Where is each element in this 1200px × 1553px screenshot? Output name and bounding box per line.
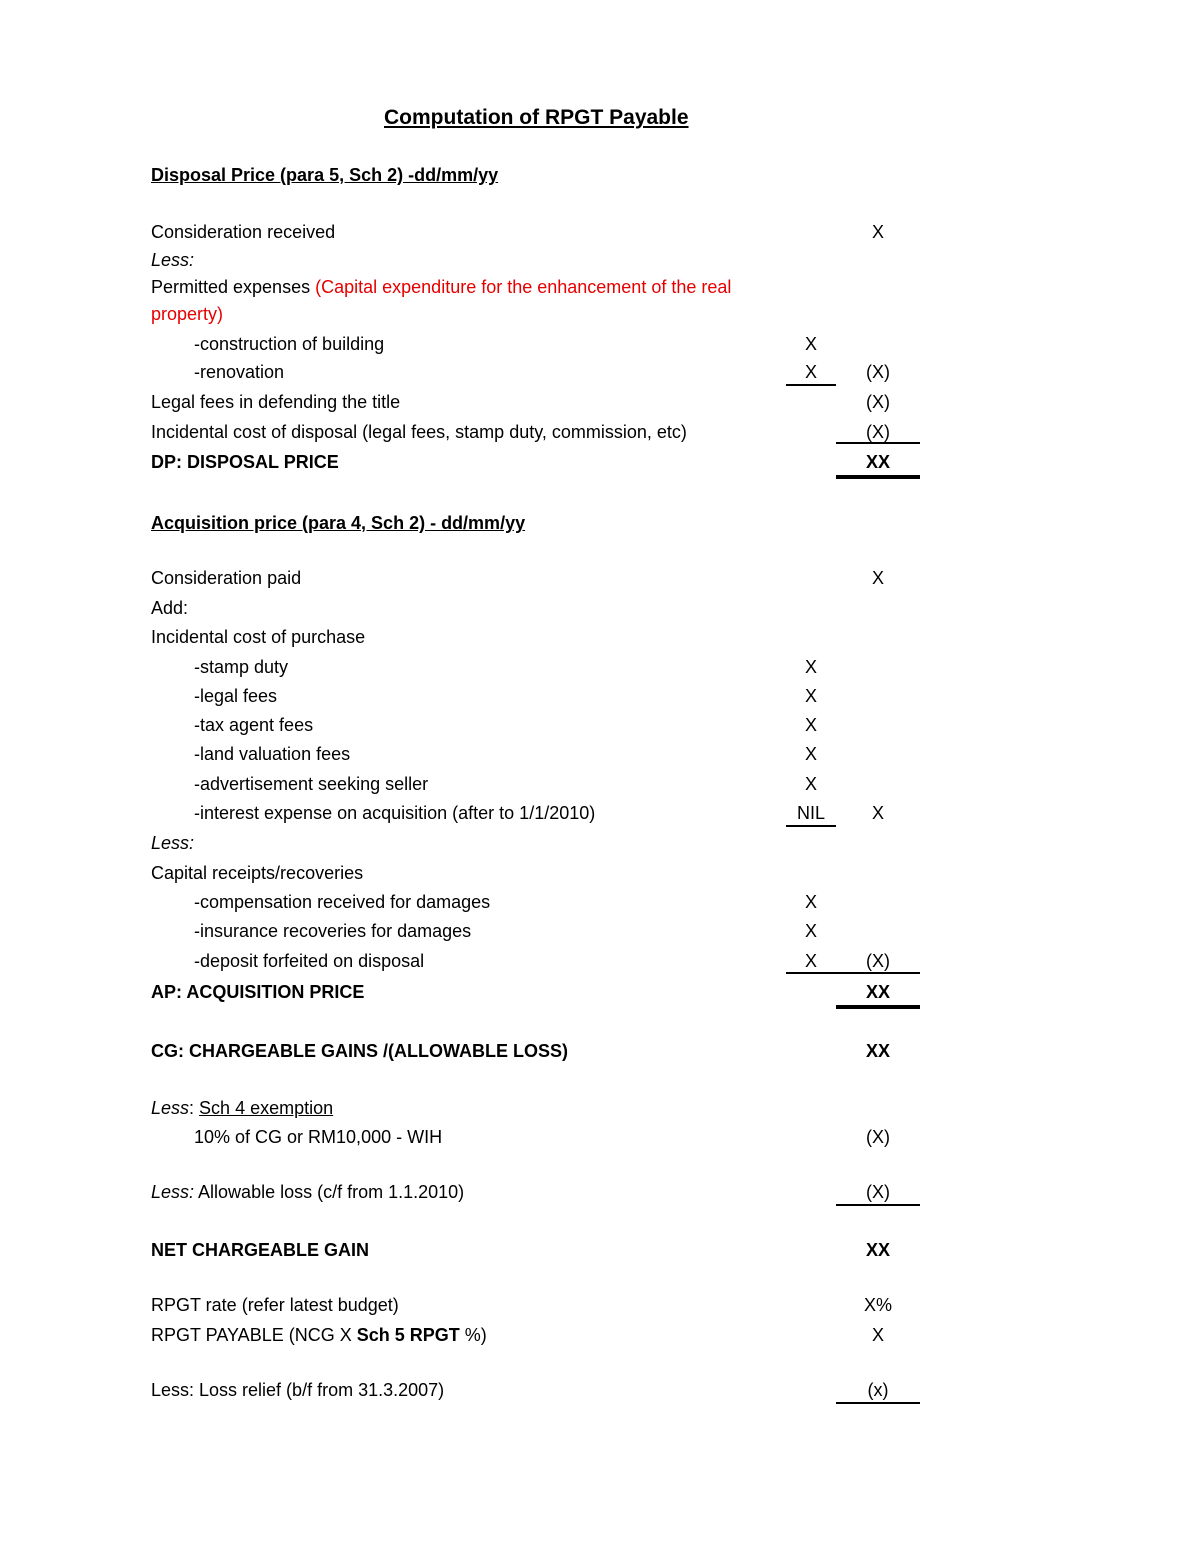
exemption-line [151,1097,333,1119]
incidental-disposal-label: Incidental cost of disposal (legal fees, stamp duty, commission, etc) [151,422,687,442]
purchase-cost-item-value: NIL [796,803,825,823]
purchase-cost-item-label: -advertisement seeking seller [194,774,429,794]
disposal-price-value: XX [865,452,890,472]
total-rule [786,972,920,974]
recovery-item-label: -compensation received for damages [194,892,491,912]
sch5-rpgt-label: Sch 5 RPGT [356,1325,460,1345]
purchase-cost-item-value: X [804,657,817,677]
legal-fees-value: (X) [866,392,890,412]
net-chargeable-gain-value: XX [865,1240,890,1260]
incidental-disposal-value: (X) [866,422,890,442]
acquisition-price-label: AP: ACQUISITION PRICE [151,982,365,1002]
separator: : [189,1098,200,1118]
less-label: Less: [151,1182,195,1202]
net-chargeable-gain-label: NET CHARGEABLE GAIN [151,1240,370,1260]
purchase-cost-item-label: -tax agent fees [194,715,314,735]
permitted-expenses-note: (Capital expenditure for the enhancement of the real [315,277,732,297]
legal-fees-label: Legal fees in defending the title [151,392,401,412]
loss-relief-label: Less: Loss relief (b/f from 31.3.2007) [151,1380,445,1400]
allowable-loss-line [151,1181,464,1203]
add-label: Add: [151,598,189,618]
purchase-cost-item-value: X [804,715,817,735]
recovery-item-value: X [804,892,817,912]
rpgt-payable-suffix: %) [459,1325,487,1345]
recovery-item-value: X [804,951,817,971]
recovery-item-label: -deposit forfeited on disposal [194,951,425,971]
less-label: Less: [151,833,195,853]
exemption-detail-label: 10% of CG or RM10,000 - WIH [194,1127,443,1147]
sch4-exemption-label: Sch 4 exemption [199,1098,334,1118]
renovation-label: -renovation [194,362,285,382]
total-rule [836,1402,920,1404]
renovation-value: X [804,362,817,382]
chargeable-gains-label: CG: CHARGEABLE GAINS /(ALLOWABLE LOSS) [151,1041,568,1061]
purchase-cost-item-value: X [804,744,817,764]
subtotal-rule [786,825,836,827]
consideration-received-value: X [871,222,884,242]
rpgt-rate-value: X% [863,1295,892,1315]
less-label: Less [151,1098,190,1118]
acquisition-price-value: XX [865,982,890,1002]
consideration-paid-value: X [871,568,884,588]
capital-receipts-label: Capital receipts/recoveries [151,863,364,883]
allowable-loss-label: Allowable loss (c/f from 1.1.2010) [194,1182,465,1202]
purchase-cost-total: X [871,803,884,823]
consideration-paid-label: Consideration paid [151,568,302,588]
purchase-cost-item-value: X [804,686,817,706]
construction-value: X [804,334,817,354]
double-total-rule [836,1005,920,1009]
recovery-total: (X) [866,951,890,971]
purchase-cost-item-label: -stamp duty [194,657,289,677]
disposal-price-heading: Disposal Price (para 5, Sch 2) -dd/mm/yy [151,165,499,185]
recovery-item-label: -insurance recoveries for damages [194,921,472,941]
consideration-received-label: Consideration received [151,222,336,242]
recovery-item-value: X [804,921,817,941]
renovation-total: (X) [866,362,890,382]
rpgt-payable-label: RPGT PAYABLE (NCG X [151,1325,357,1345]
permitted-expenses-label: Permitted expenses [151,277,311,297]
double-total-rule [836,475,920,479]
purchase-cost-item-label: -interest expense on acquisition (after to 1/1/2010) [194,803,596,823]
total-rule [836,442,920,444]
rpgt-payable-line [151,1324,487,1346]
disposal-price-label: DP: DISPOSAL PRICE [151,452,339,472]
acquisition-price-heading: Acquisition price (para 4, Sch 2) - dd/mm/yy [151,513,526,533]
rpgt-payable-value: X [871,1325,884,1345]
purchase-cost-item-label: -legal fees [194,686,278,706]
allowable-loss-value: (X) [866,1182,890,1202]
less-label: Less: [151,250,195,270]
permitted-expenses-note-continued: property) [151,304,224,324]
chargeable-gains-value: XX [865,1041,890,1061]
subtotal-rule [786,384,836,386]
construction-label: -construction of building [194,334,385,354]
total-rule [836,1204,920,1206]
incidental-purchase-label: Incidental cost of purchase [151,627,366,647]
purchase-cost-item-value: X [804,774,817,794]
loss-relief-value: (x) [867,1380,889,1400]
purchase-cost-item-label: -land valuation fees [194,744,351,764]
page-title: Computation of RPGT Payable [384,106,689,129]
permitted-expenses-line [151,276,731,298]
rpgt-rate-label: RPGT rate (refer latest budget) [151,1295,399,1315]
exemption-value: (X) [866,1127,890,1147]
